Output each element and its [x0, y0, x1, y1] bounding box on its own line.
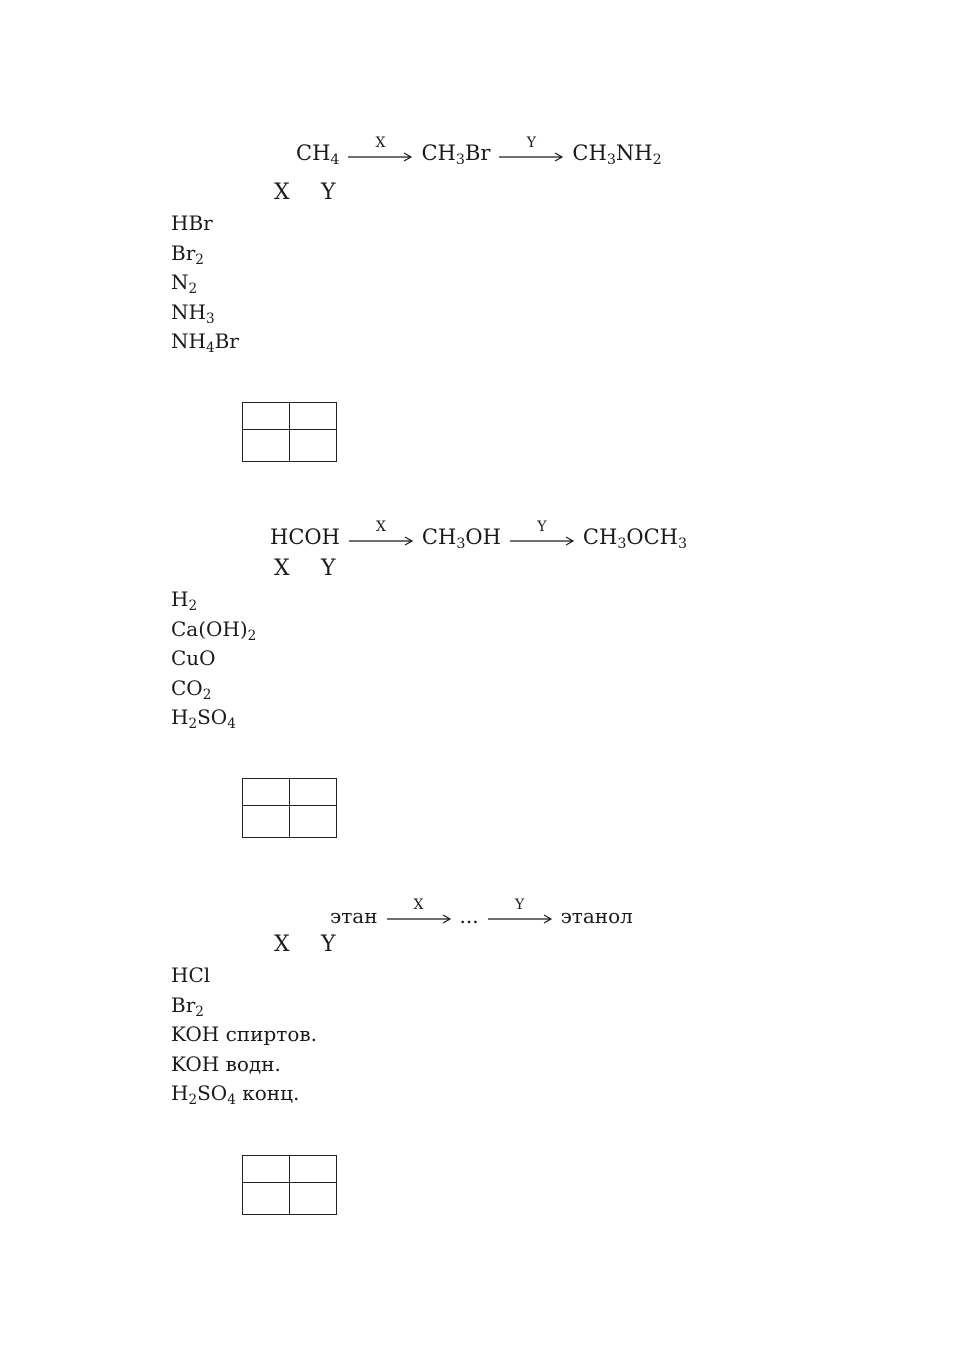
answer-header-cell-x — [243, 779, 290, 806]
header-y: Y — [321, 556, 336, 581]
reagent-option-3: $N_2$ — [171, 270, 198, 297]
arrow-label-y: Y — [514, 897, 525, 913]
reagent-option-2: $Ca(OH)_2$ — [171, 616, 257, 644]
end-compound: $CH_3OCH_3$ — [582, 525, 688, 552]
reagent-option-1: $H_2$ — [171, 587, 198, 614]
right-arrow-icon — [499, 152, 563, 162]
end-compound: $CH_3NH_2$ — [572, 141, 662, 168]
reaction-arrow-y — [510, 520, 574, 550]
reaction-scheme — [330, 884, 633, 928]
xy-header — [274, 933, 368, 957]
reagent-option-1: HCl — [171, 963, 211, 987]
reagent-option-3: CuO — [171, 646, 216, 670]
reagent-options — [171, 961, 317, 1109]
answer-header-cell-x — [243, 403, 290, 430]
answer-header-cell-y — [290, 1156, 337, 1183]
intermediate-compound: $CH_3Br$ — [421, 141, 491, 168]
intermediate-compound: $CH_3OH$ — [421, 525, 501, 552]
start-compound: HCOH — [270, 525, 340, 549]
right-arrow-icon — [510, 536, 574, 546]
reagent-option-4: KOH водн. — [171, 1051, 281, 1076]
header-x: X — [274, 932, 290, 957]
answer-grid — [242, 1155, 337, 1215]
answer-header-cell-x — [243, 1156, 290, 1183]
start-compound: этан — [330, 904, 378, 928]
reagent-option-5: $NH_4Br$ — [171, 329, 239, 356]
reaction-arrow-x — [387, 898, 451, 928]
answer-cell-x[interactable] — [243, 430, 290, 462]
answer-cell-x[interactable] — [243, 1183, 290, 1215]
reaction-arrow-y — [488, 898, 552, 928]
reaction-arrow-y — [499, 136, 563, 166]
start-compound: $CH_4$ — [296, 141, 340, 168]
intermediate-compound: ... — [459, 904, 479, 928]
reagent-option-3: KOH спиртов. — [171, 1022, 317, 1046]
answer-cell-y[interactable] — [290, 806, 337, 838]
arrow-label-y: Y — [537, 519, 547, 535]
right-arrow-icon — [348, 152, 412, 162]
answer-grid — [242, 778, 337, 838]
answer-grid — [242, 402, 337, 462]
reagent-option-5: $H_2SO_4$ конц. — [171, 1081, 300, 1108]
reagent-option-2: $Br_2$ — [171, 992, 204, 1020]
answer-cell-y[interactable] — [290, 430, 337, 462]
reagent-options — [171, 585, 256, 733]
header-x: X — [274, 180, 290, 205]
answer-header-cell-y — [290, 403, 337, 430]
arrow-label-x: X — [375, 135, 386, 151]
right-arrow-icon — [387, 914, 451, 924]
header-x: X — [274, 556, 290, 581]
xy-header — [274, 181, 368, 205]
reagent-option-4: $CO_2$ — [171, 675, 212, 703]
reagent-options — [171, 209, 239, 357]
answer-cell-y[interactable] — [290, 1183, 337, 1215]
reaction-scheme — [296, 122, 662, 166]
right-arrow-icon — [488, 914, 552, 924]
reagent-option-1: HBr — [171, 211, 213, 235]
arrow-label-y: Y — [526, 135, 537, 151]
answer-cell-x[interactable] — [243, 806, 290, 838]
reagent-option-4: $NH_3$ — [171, 299, 215, 327]
end-compound: этанол — [560, 904, 633, 928]
right-arrow-icon — [349, 536, 413, 546]
reaction-arrow-x — [348, 136, 412, 166]
reaction-arrow-x — [349, 520, 413, 550]
header-y: Y — [321, 932, 336, 957]
reagent-option-2: $Br_2$ — [171, 240, 204, 268]
arrow-label-x: X — [413, 897, 424, 913]
header-y: Y — [321, 180, 336, 205]
reaction-scheme — [270, 506, 687, 550]
reagent-option-5: $H_2SO_4$ — [171, 705, 236, 732]
xy-header — [274, 557, 368, 581]
answer-header-cell-y — [290, 779, 337, 806]
arrow-label-x: X — [375, 519, 386, 535]
